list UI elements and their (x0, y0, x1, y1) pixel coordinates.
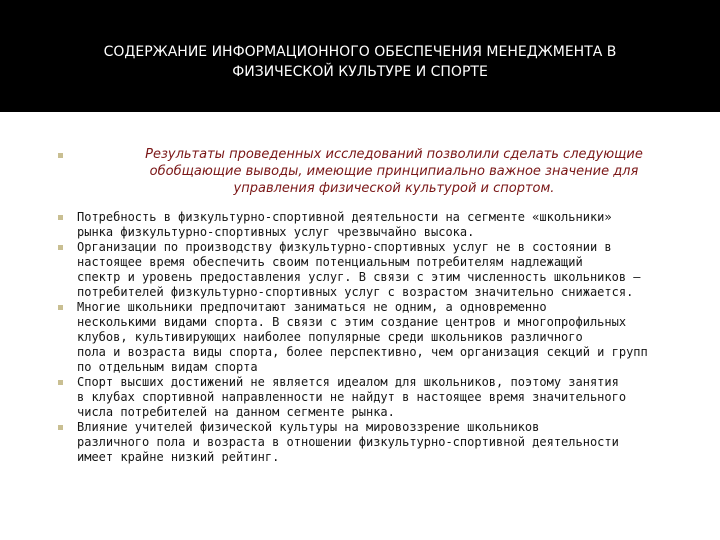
conclusion-item (58, 210, 704, 240)
conclusion-line: числа потребителей на данном сегменте рынка. (77, 405, 395, 419)
slide-header (0, 0, 720, 112)
bullet-square-icon (58, 153, 63, 158)
bullet-square-icon (58, 425, 63, 430)
lead-line: обобщающие выводы, имеющие принципиально важное значение для (149, 164, 639, 179)
conclusion-line: различного пола и возраста в отношении физкультурно-спортивной деятельности (77, 435, 619, 449)
lead-line: управления физической культурой и спортом. (233, 181, 555, 196)
conclusion-line: Влияние учителей физической культуры на мировоззрение школьников (77, 420, 540, 434)
conclusion-item (58, 240, 704, 300)
conclusion-item (58, 375, 704, 420)
conclusion-line: в клубах спортивной направленности не найдут в настоящее время значительного (77, 390, 627, 404)
conclusion-line: имеет крайне низкий рейтинг. (77, 450, 280, 464)
conclusion-line: настоящее время обеспечить своим потенциальным потребителям надлежащий (77, 255, 583, 269)
conclusion-line: Спорт высших достижений не является идеалом для школьников, поэтому занятия (77, 375, 619, 389)
bullet-square-icon (58, 380, 63, 385)
conclusion-item (58, 300, 704, 375)
lead-text (84, 146, 704, 197)
title-line: ФИЗИЧЕСКОЙ КУЛЬТУРЕ И СПОРТЕ (232, 64, 488, 80)
conclusion-line: Потребность в физкультурно-спортивной деятельности на сегменте «школьники» (77, 210, 612, 224)
bullet-square-icon (58, 215, 63, 220)
conclusion-line: несколькими видами спорта. В связи с этим создание центров и многопрофильных (77, 315, 627, 329)
conclusion-line: спектр и уровень предоставления услуг. В связи с этим численность школьников — (77, 270, 641, 284)
conclusions-list (58, 210, 704, 465)
bullet-square-icon (58, 245, 63, 250)
conclusion-line: Многие школьники предпочитают заниматься не одним, а одновременно (77, 300, 547, 314)
conclusion-line: рынка физкультурно-спортивных услуг чрезвычайно высока. (77, 225, 475, 239)
lead-section (58, 146, 704, 197)
conclusion-line: потребителей физкультурно-спортивных услуг с возрастом значительно снижается. (77, 285, 634, 299)
conclusion-item (58, 420, 704, 465)
conclusion-line: Организации по производству физкультурно-спортивных услуг не в состоянии в (77, 240, 612, 254)
slide-title (20, 42, 700, 82)
bullet-square-icon (58, 305, 63, 310)
conclusion-line: пола и возраста виды спорта, более перспективно, чем организация секций и групп (77, 345, 648, 359)
title-line: СОДЕРЖАНИЕ ИНФОРМАЦИОННОГО ОБЕСПЕЧЕНИЯ МЕНЕДЖМЕНТА В (103, 44, 617, 60)
conclusion-line: по отдельным видам спорта (77, 360, 258, 374)
lead-line: Результаты проведенных исследований позволили сделать следующие (145, 147, 643, 162)
conclusion-line: клубов, культивирующих наиболее популярные среди школьников различного (77, 330, 583, 344)
